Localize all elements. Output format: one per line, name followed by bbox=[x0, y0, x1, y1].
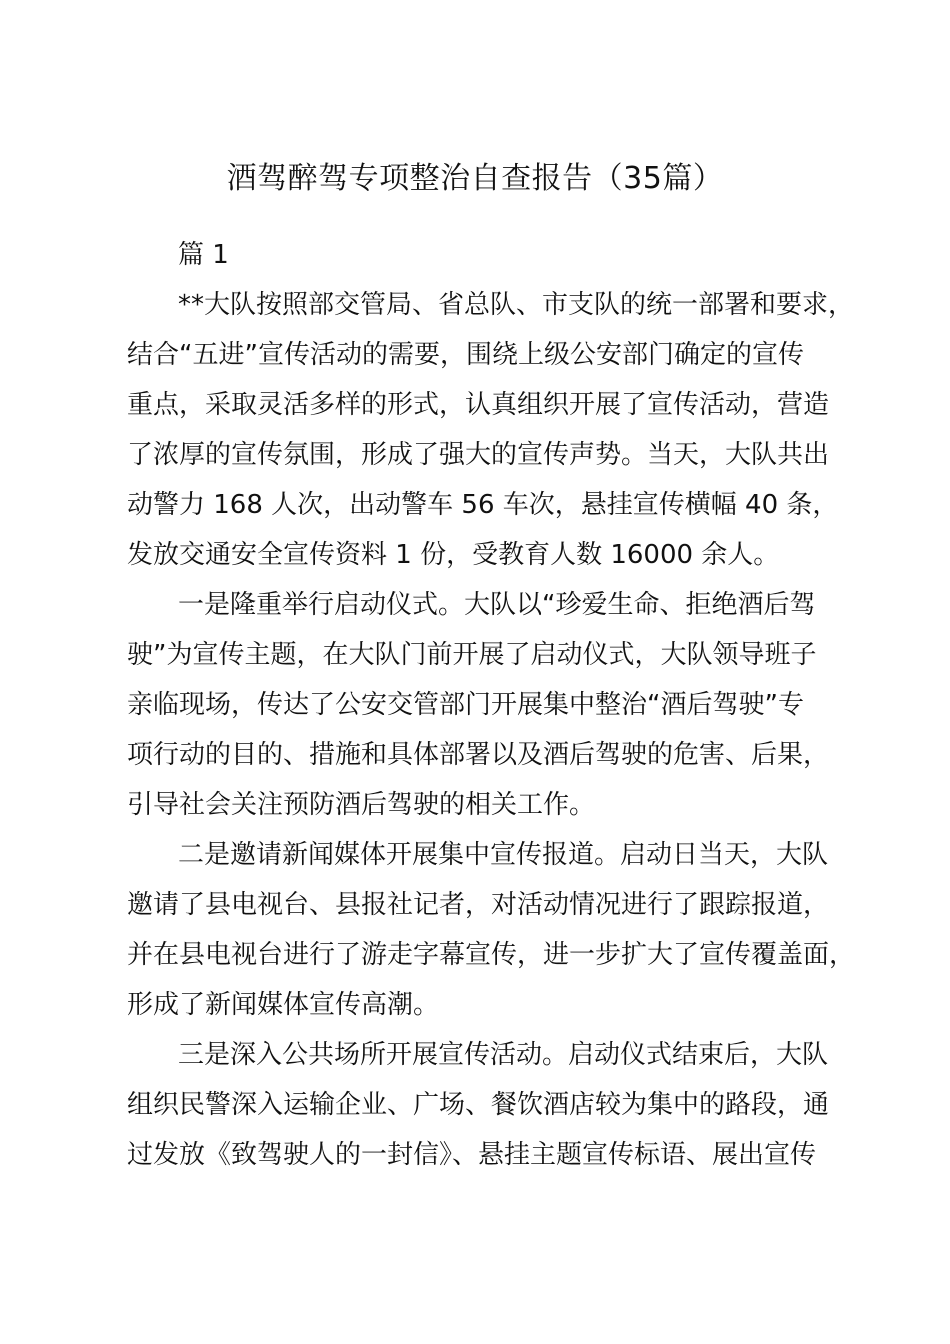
text-line: 二是邀请新闻媒体开展集中宣传报道。启动日当天，大队 bbox=[178, 840, 829, 870]
text-line: 邀请了县电视台、县报社记者，对活动情况进行了跟踪报道， bbox=[127, 890, 830, 920]
text-line: 亲临现场，传达了公安交管部门开展集中整治“酒后驾驶”专 bbox=[127, 690, 804, 720]
text-line: 并在县电视台进行了游走字幕宣传，进一步扩大了宣传覆盖面， bbox=[127, 940, 856, 970]
document-title: 酒驾醉驾专项整治自查报告（35篇） bbox=[226, 161, 724, 196]
text-line: 了浓厚的宣传氛围，形成了强大的宣传声势。当天，大队共出 bbox=[127, 440, 830, 470]
text-line: 项行动的目的、措施和具体部署以及酒后驾驶的危害、后果， bbox=[127, 740, 830, 770]
text-line: 过发放《致驾驶人的一封信》、悬挂主题宣传标语、展出宣传 bbox=[127, 1140, 817, 1170]
text-line: **大队按照部交管局、省总队、市支队的统一部署和要求， bbox=[178, 290, 855, 320]
document-body bbox=[127, 280, 857, 1180]
text-line: 动警力 168 人次，出动警车 56 车次，悬挂宣传横幅 40 条， bbox=[127, 490, 839, 520]
text-line: 一是隆重举行启动仪式。大队以“珍爱生命、拒绝酒后驾 bbox=[178, 590, 816, 620]
text-line: 发放交通安全宣传资料 1 份，受教育人数 16000 余人。 bbox=[127, 540, 780, 570]
paragraph-media-coverage bbox=[127, 830, 857, 1030]
text-line: 引导社会关注预防酒后驾驶的相关工作。 bbox=[127, 790, 596, 820]
text-line: 组织民警深入运输企业、广场、餐饮酒店较为集中的路段，通 bbox=[127, 1090, 830, 1120]
text-line: 形成了新闻媒体宣传高潮。 bbox=[127, 990, 440, 1020]
text-line: 重点，采取灵活多样的形式，认真组织开展了宣传活动，营造 bbox=[127, 390, 830, 420]
paragraph-intro bbox=[127, 280, 857, 580]
paragraph-public-places bbox=[127, 1030, 857, 1180]
section-label: 篇 1 bbox=[178, 240, 229, 270]
text-line: 结合“五进”宣传活动的需要，围绕上级公安部门确定的宣传 bbox=[127, 340, 804, 370]
text-line: 驶”为宣传主题，在大队门前开展了启动仪式，大队领导班子 bbox=[127, 640, 817, 670]
text-line: 三是深入公共场所开展宣传活动。启动仪式结束后，大队 bbox=[178, 1040, 829, 1070]
paragraph-launch-ceremony bbox=[127, 580, 857, 830]
